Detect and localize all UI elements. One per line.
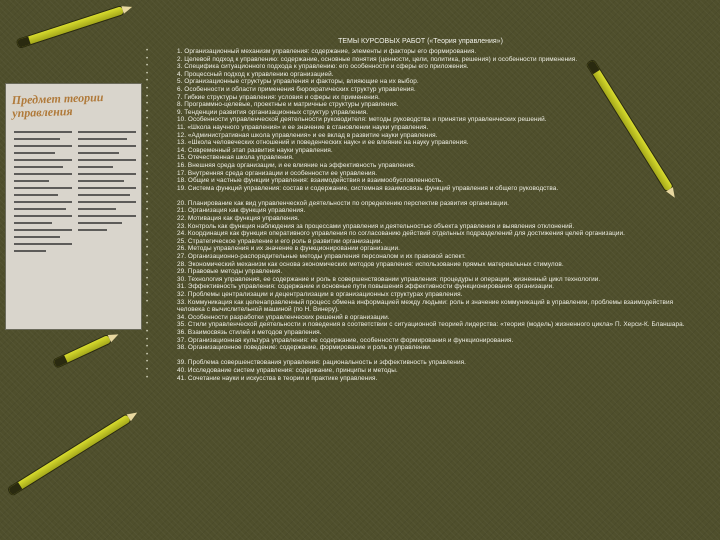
topic-item: • 9. Тенденции развития организационных структур управления. [143, 109, 698, 117]
pen-top-left-icon [17, 6, 124, 48]
topic-item: • 20. Планирование как вид управленческой деятельности по определению перспектив развития организации. [143, 200, 698, 208]
topic-item: • 39. Проблема совершенствования управления: рациональность и эффективность управления. [143, 359, 698, 367]
topic-item: • 38. Организационное поведение: содержание, формирование и роль в управлении. [143, 344, 698, 352]
topics-list-part2 [143, 200, 698, 352]
image-right-column [78, 126, 136, 316]
topic-item: • 26. Методы управления и их значение в функционировании организации. [143, 245, 698, 253]
topic-item: • 6. Особенности и области применения бюрократических структур управления. [143, 86, 698, 94]
topic-item: • 18. Общие и частные функции управления: взаимодействия и взаимообусловленность. [143, 177, 698, 185]
topic-item: • 19. Система функций управления: состав и содержание, системная взаимосвязь функций управления и общего руководства. [143, 185, 698, 193]
topic-item: • 14. Современный этап развития науки управления. [143, 147, 698, 155]
topic-item: • 30. Технология управления, ее содержание и роль в совершенствовании управления: процедуры и операции, жизненный цикл технологии. [143, 276, 698, 284]
topic-item: • 13. «Школа человеческих отношений и поведенческих наук» и ее влияние на науку управления. [143, 139, 698, 147]
topic-item: • 21. Организация как функция управления. [143, 207, 698, 215]
topics-list-part1 [143, 48, 698, 192]
pen-bottom-left-icon [8, 414, 131, 495]
topic-item: • 36. Взаимосвязь стилей и методов управления. [143, 329, 698, 337]
topic-item: • 7. Гибкие структуры управления: условия и сферы их применения. [143, 94, 698, 102]
topic-item: • 32. Проблемы централизации и децентрализации в организационных структурах управления. [143, 291, 698, 299]
image-title: Предмет теории управления [11, 89, 104, 121]
topic-item: • 10. Особенности управленческой деятельности руководителя: методы руководства и принятия управленческих решений. [143, 116, 698, 124]
topic-item: • 23. Контроль как функция наблюдения за процессами управления и деятельностью объекта управления и выявления отклонений. [143, 223, 698, 231]
topic-item: • 27. Организационно-распорядительные методы управления персоналом и их правовой аспект. [143, 253, 698, 261]
topic-item: • 1. Организационный механизм управления: содержание, элементы и факторы его формирования. [143, 48, 698, 56]
topic-item: • 12. «Административная школа управления» и ее вклад в развитие науки управления. [143, 132, 698, 140]
topic-item: • 24. Координация как функция оперативного управления по согласованию действий отдельных подразделений для достижения целей организации. [143, 230, 698, 238]
topic-item: • 11. «Школа научного управления» и ее значение в становлении науки управления. [143, 124, 698, 132]
topic-item: • 5. Организационные структуры управления и факторы, влияющие на их выбор. [143, 78, 698, 86]
topic-item: • 22. Мотивация как функция управления. [143, 215, 698, 223]
topic-item: • 33. Коммуникация как целенаправленный процесс обмена информацией между людьми: роль и значение коммуникаций в управлении, проблемы взаимодействия человека с вычислительной машиной (по Н. Винеру). [143, 299, 698, 314]
topics-list-part3 [143, 359, 698, 382]
slide-book-image [5, 83, 142, 330]
topic-item: • 41. Сочетание науки и искусства в теории и практике управления. [143, 375, 698, 383]
topic-item: • 31. Эффективность управления: содержание и основные пути повышения эффективности функционирования организации. [143, 283, 698, 291]
topic-item: • 17. Внутренняя среда организации и особенности ее управления. [143, 170, 698, 178]
topic-item: • 2. Целевой подход к управлению: содержание, основные понятия (ценности, цели, политика, решения) и особенности применения. [143, 56, 698, 64]
topic-item: • 8. Программно-целевые, проектные и матричные структуры управления. [143, 101, 698, 109]
document-title: ТЕМЫ КУРСОВЫХ РАБОТ («Теория управления») [338, 38, 503, 45]
topic-item: • 37. Организационная культура управления: ее содержание, особенности формирования и функционирования. [143, 337, 698, 345]
topic-item: • 3. Специфика ситуационного подхода к управлению: его особенности и сферы его приложения. [143, 63, 698, 71]
topic-item: • 34. Особенности разработки управленческих решений в организации. [143, 314, 698, 322]
topic-item: • 40. Исследование систем управления: содержание, принципы и методы. [143, 367, 698, 375]
topic-item: • 4. Процессный подход к управлению организацией. [143, 71, 698, 79]
topic-item: • 25. Стратегическое управление и его роль в развитии организации. [143, 238, 698, 246]
topic-item: • 35. Стили управленческой деятельности и поведения в соответствии с ситуационной теорией лидерства: «теория (модель) жизненного цикла» П. Херси-К. Бланшара. [143, 321, 698, 329]
topic-item: • 16. Внешняя среда организации, и ее влияние на эффективность управления. [143, 162, 698, 170]
topics-content [143, 38, 698, 382]
topic-item: • 29. Правовые методы управления. [143, 268, 698, 276]
image-left-column [14, 126, 72, 316]
topic-item: • 28. Экономический механизм как основа экономических методов управления: использование прямых материальных стимулов. [143, 261, 698, 269]
pen-middle-left-icon [53, 335, 111, 368]
topic-item: • 15. Отечественная школа управления. [143, 154, 698, 162]
